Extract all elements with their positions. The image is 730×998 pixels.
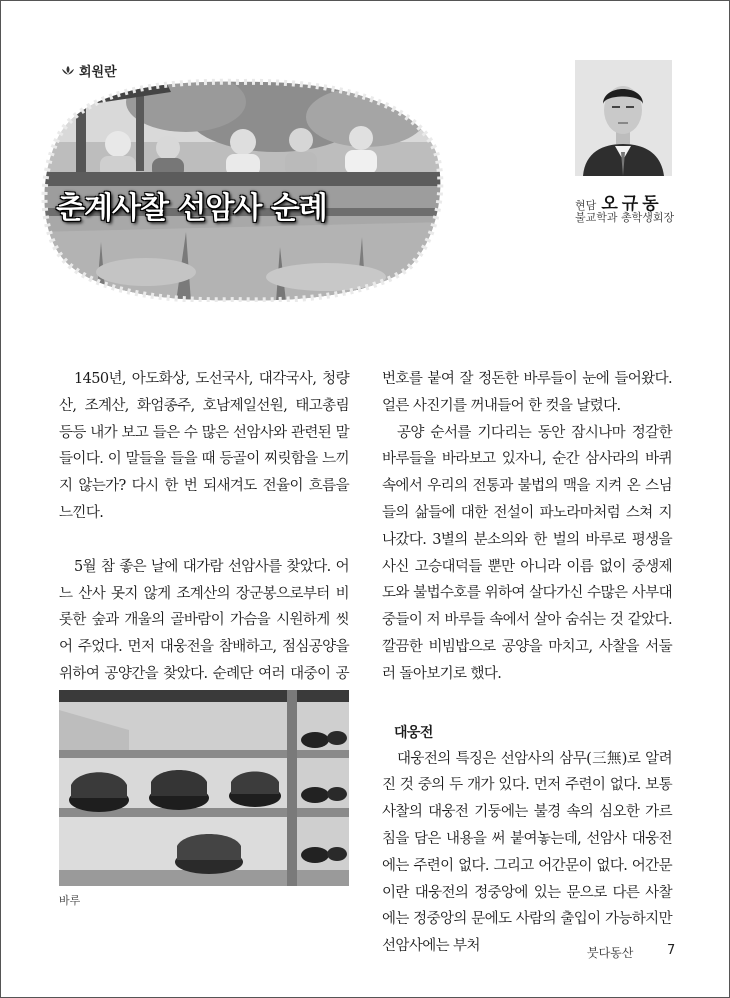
paragraph: 번호를 붙여 잘 정돈한 바루들이 눈에 들어왔다. 얼른 사진기를 꺼내들어 한 컷을 날렸다. <box>382 371 672 414</box>
author-photo <box>575 60 672 176</box>
author-role: 현담 <box>575 199 597 212</box>
paragraph: 공양 순서를 기다리는 동안 잠시나마 정갈한 바루들을 바라보고 있자니, 순간 삼사라의 바퀴 속에서 우리의 전통과 불법의 맥을 지켜 온 스님들의 삶들에 대한 전설이 파노라마처럼 스쳐 지나갔다. 3별의 분소의와 한 벌의 바루로 평생을 사신 고승대덕들 뿐만 아니라 이름 없이 중생제도와 불법수호를 위하여 살다가신 수많은 사부대중들이 저 바루들 속에서 살아 숨쉬는 것 같았다. 깔끔한 비빔밥으로 공양을 마치고, 사찰을 서둘러 돌아보기로 했다. <box>382 424 672 682</box>
page-number: 7 <box>667 943 676 958</box>
article-column-right <box>382 366 672 960</box>
author-name: 오규동 <box>601 194 663 214</box>
article-title: 춘계사찰 선암사 순례 <box>56 191 327 226</box>
paragraph: 1450년, 아도화상, 도선국사, 대각국사, 청량산, 조계산, 화엄종주, 호남제일선원, 태고총림 등등 내가 보고 들은 수 많은 선암사와 관련된 말들이다. 이 말들을 들을 때 등골이 찌릿함을 느끼지 않는가? 다시 한 번 되새겨도 전율이 흐름을 느낀다. <box>59 371 349 521</box>
section-heading: 대웅전 <box>394 724 433 741</box>
bowls-photo <box>59 690 349 886</box>
paragraph: 5월 참 좋은 날에 대가람 선암사를 찾았다. 어느 산사 못지 않게 조계산의 장군봉으로부터 비롯한 숲과 개울의 골바람이 가슴을 시원하게 씻어 주었다. 먼저 대웅전을 참배하고, 점심공양을 위하여 공양간을 찾았다. 순례단 여러 대중이 공 <box>59 558 349 682</box>
paragraph: 대웅전의 특징은 선암사의 삼무(三無)로 알려진 것 중의 두 개가 있다. 먼저 주련이 없다. 보통 사찰의 대웅전 기둥에는 불경 속의 심오한 가르침을 담은 내용을 써 붙여놓는데, 선암사 대웅전에는 주련이 없다. 그리고 어간문이 없다. 어간문이란 대웅전의 정중앙에 있는 문으로 다른 사찰에는 정중앙의 문에도 사람의 출입이 가능하지만 선암사에는 부처 <box>382 750 672 955</box>
author-affiliation: 불교학과 총학생회장 <box>575 211 675 224</box>
article-column-left <box>59 366 349 741</box>
publication-title: 붓다동산 <box>587 946 634 960</box>
photo-caption: 바루 <box>59 894 81 907</box>
section-label-text: 회원란 <box>79 65 117 80</box>
